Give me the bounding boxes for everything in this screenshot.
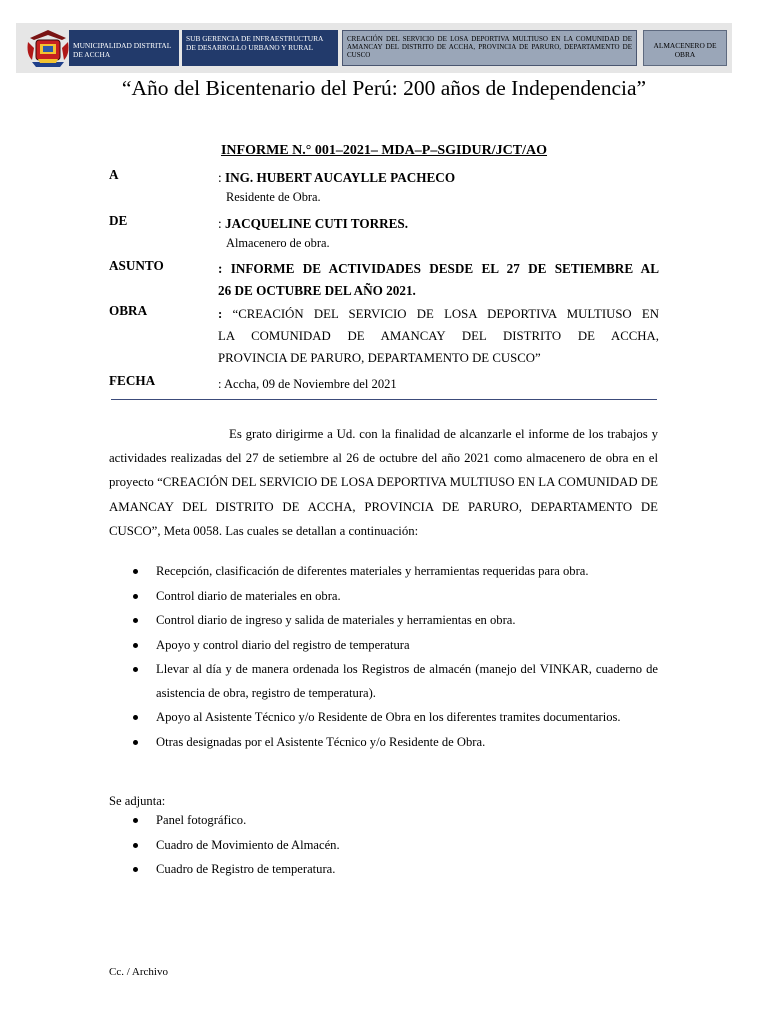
- list-item: [109, 560, 658, 584]
- year-motto-title: “Año del Bicentenario del Perú: 200 años de Independencia”: [121, 76, 647, 100]
- field-asunto-line1: INFORME DE ACTIVIDADES DESDE EL 27 DE SETIEMBRE AL: [230, 261, 659, 276]
- list-item-text: Control diario de materiales en obra.: [156, 588, 341, 603]
- list-item: [109, 585, 658, 609]
- list-item: [109, 731, 658, 755]
- field-de-sub: Almacenero de obra.: [226, 236, 330, 250]
- field-a-value: : ING. HUBERT AUCAYLLE PACHECO: [218, 170, 456, 185]
- list-item-text: Recepción, clasificación de diferentes materiales y herramientas requeridas para obra.: [156, 564, 589, 578]
- header-municipality-box: MUNICIPALIDAD DISTRITAL DE ACCHA: [69, 30, 179, 66]
- field-de-name: JACQUELINE CUTI TORRES.: [224, 216, 409, 231]
- field-de-label: DE: [109, 213, 128, 228]
- header-role-box: ALMACENERO DE OBRA: [643, 30, 727, 66]
- field-asunto-value: : INFORME DE ACTIVIDADES DESDE EL 27 DE SETIEMBRE AL 26 DE OCTUBRE DEL AÑO 2021.: [218, 258, 659, 302]
- list-item-text: Apoyo y control diario del registro de temperatura: [156, 637, 410, 652]
- list-item: [109, 706, 658, 730]
- field-asunto-label: ASUNTO: [109, 258, 164, 273]
- field-a-name: ING. HUBERT AUCAYLLE PACHECO: [224, 170, 456, 185]
- body-text: Es grato dirigirme a Ud. con la finalidad de alcanzarle el informe de los trabajos y actividades realizadas del 27 de setiembre al 26 de octubre del año 2021 como almacenero de obra en el proyecto “CREACIÓN DEL SERVICIO DE LOSA DEPORTIVA MULTIUSO EN LA COMUNIDAD DE AMANCAY DEL DISTRITO DE ACCHA, PROVINCIA DE PARURO, DEPARTAMENTO DE CUSCO”, Meta 0058. Las cuales se detallan a continuación:: [109, 427, 658, 538]
- list-item: [109, 858, 658, 882]
- field-a-label: A: [109, 167, 119, 182]
- field-obra-value: : “CREACIÓN DEL SERVICIO DE LOSA DEPORTIVA MULTIUSO EN LA COMUNIDAD DE AMANCAY DEL DISTRITO DE ACCHA, PROVINCIA DE PARURO, DEPARTAMENTO DE CUSCO”: [218, 303, 659, 369]
- field-obra: [109, 303, 659, 373]
- list-item: [109, 658, 658, 705]
- field-fecha: [109, 373, 659, 397]
- list-item-text: Llevar al día y de manera ordenada los Registros de almacén (manejo del VINKAR, cuaderno de asistencia de obra, registro de temperatura).: [156, 662, 658, 700]
- field-obra-label: OBRA: [109, 303, 148, 318]
- bullet-icon: [133, 643, 138, 648]
- bullet-icon: [133, 867, 138, 872]
- activities-list: [109, 560, 658, 755]
- report-number: INFORME N.° 001–2021– MDA–P–SGIDUR/JCT/AO: [220, 143, 548, 158]
- bullet-icon: [133, 569, 138, 574]
- bullet-icon: [133, 618, 138, 623]
- body-paragraph: [109, 422, 658, 543]
- field-fecha-value: : Accha, 09 de Noviembre del 2021: [218, 377, 397, 391]
- bullet-icon: [133, 843, 138, 848]
- field-de: [109, 213, 659, 257]
- bullet-icon: [133, 594, 138, 599]
- header-project-box: CREACIÓN DEL SERVICIO DE LOSA DEPORTIVA MULTIUSO EN LA COMUNIDAD DE AMANCAY DEL DISTRITO DE ACCHA, PROVINCIA DE PARURO, DEPARTAMENTO DE CUSCO: [342, 30, 637, 66]
- header-divider: [111, 399, 657, 400]
- field-a-sub: Residente de Obra.: [226, 190, 321, 204]
- list-item-text: Panel fotográfico.: [156, 813, 247, 827]
- list-item: [109, 609, 658, 633]
- field-obra-line2: LA COMUNIDAD DE AMANCAY DEL DISTRITO DE ACCHA,: [218, 329, 659, 343]
- bullet-icon: [133, 818, 138, 823]
- list-item: [109, 834, 658, 858]
- document-header: [16, 23, 732, 73]
- field-a: [109, 167, 659, 211]
- bullet-icon: [133, 667, 138, 672]
- bullet-icon: [133, 740, 138, 745]
- list-item-text: Apoyo al Asistente Técnico y/o Residente de Obra en los diferentes tramites documentarios.: [156, 710, 621, 724]
- field-obra-line1: “CREACIÓN DEL SERVICIO DE LOSA DEPORTIVA MULTIUSO EN: [232, 307, 659, 321]
- field-de-value: : JACQUELINE CUTI TORRES.: [218, 216, 409, 231]
- list-item-text: Otras designadas por el Asistente Técnico y/o Residente de Obra.: [156, 734, 486, 749]
- field-fecha-date: Accha, 09 de Noviembre del 2021: [223, 377, 397, 391]
- bullet-icon: [133, 715, 138, 720]
- field-asunto: [109, 258, 659, 304]
- field-obra-line3: PROVINCIA DE PARURO, DEPARTAMENTO DE CUSCO”: [218, 351, 541, 365]
- list-item: [109, 809, 658, 833]
- field-fecha-label: FECHA: [109, 373, 156, 388]
- list-item-text: Cuadro de Movimiento de Almacén.: [156, 837, 340, 852]
- municipal-crest-icon: [24, 26, 72, 70]
- attachments-list: [109, 809, 658, 883]
- attachments-label: Se adjunta:: [109, 794, 166, 808]
- field-asunto-line2: 26 DE OCTUBRE DEL AÑO 2021.: [218, 283, 416, 298]
- list-item: [109, 634, 658, 658]
- footer-cc: Cc. / Archivo: [109, 966, 168, 978]
- header-subgerencia-box: SUB GERENCIA DE INFRAESTRUCTURA DE DESARROLLO URBANO Y RURAL: [182, 30, 338, 66]
- list-item-text: Cuadro de Registro de temperatura.: [156, 862, 336, 876]
- list-item-text: Control diario de ingreso y salida de materiales y herramientas en obra.: [156, 613, 516, 627]
